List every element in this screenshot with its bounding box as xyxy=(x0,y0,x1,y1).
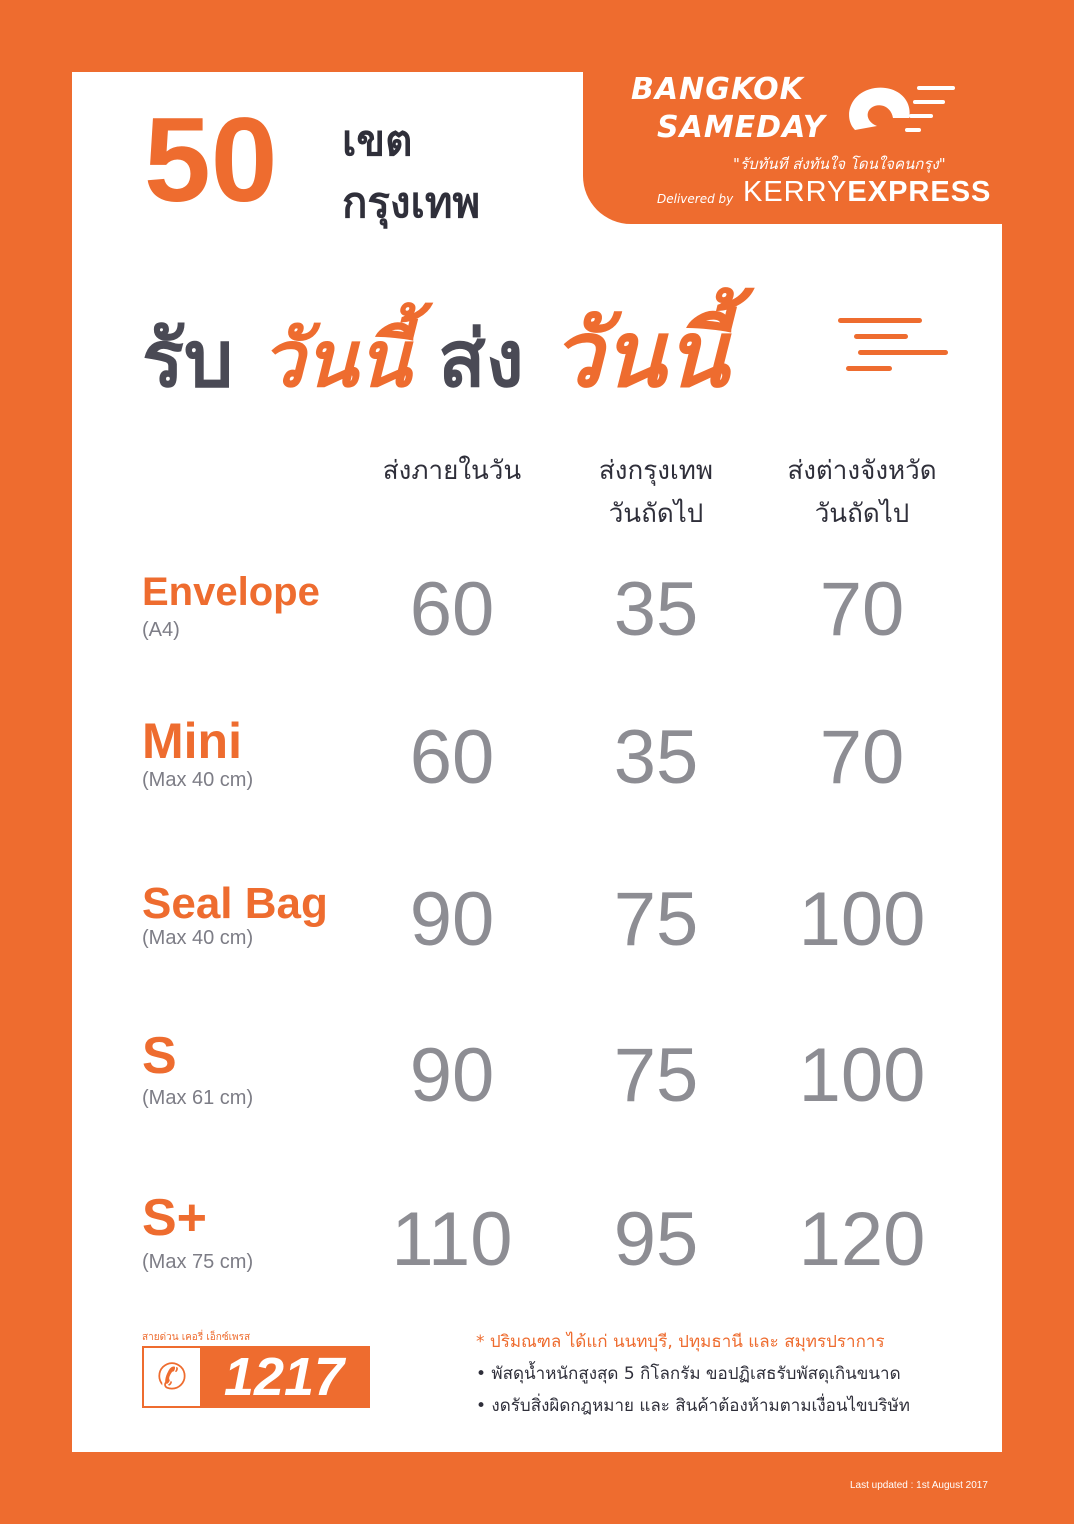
brand-line2: SAMEDAY xyxy=(657,110,826,145)
price-card xyxy=(72,72,1002,1452)
row-size: (Max 40 cm) xyxy=(142,927,254,949)
zone-word-2: กรุงเทพ xyxy=(342,178,481,227)
slogan-part2: วันนี้ xyxy=(260,315,412,405)
price-cell: 100 xyxy=(798,877,926,962)
note-item: • งดรับสิ่งผิดกฎหมาย และ สินค้าต้องห้ามตามเงื่อนไขบริษัท xyxy=(476,1396,910,1416)
row-name: S xyxy=(142,1027,177,1085)
last-updated: Last updated : 1st August 2017 xyxy=(850,1480,988,1491)
row-size: (A4) xyxy=(142,619,180,641)
row-size: (Max 40 cm) xyxy=(142,769,254,791)
zone-count: 50 xyxy=(144,93,278,227)
helmet-icon xyxy=(833,78,963,148)
price-cell: 110 xyxy=(391,1197,513,1282)
row-name: Envelope xyxy=(142,570,320,614)
slogan-part1: รับ xyxy=(142,315,234,405)
price-cell: 35 xyxy=(613,567,699,652)
brand-banner xyxy=(583,72,1002,224)
column-header-province-nextday: ส่งต่างจังหวัด วันถัดไป xyxy=(787,456,937,529)
price-cell: 70 xyxy=(819,715,905,800)
brand-tagline: "รับทันที ส่งทันใจ โดนใจคนกรุง" xyxy=(733,155,946,173)
speed-lines-icon xyxy=(832,312,952,382)
price-cell: 35 xyxy=(613,715,699,800)
notes-list xyxy=(476,1326,910,1422)
delivered-by: Delivered by xyxy=(657,192,734,206)
slogan-part4: วันนี้ xyxy=(551,301,729,408)
price-cell: 75 xyxy=(613,1033,699,1118)
price-cell: 60 xyxy=(409,567,495,652)
price-cell: 120 xyxy=(798,1197,926,1282)
row-size: (Max 61 cm) xyxy=(142,1087,254,1109)
price-cell: 60 xyxy=(409,715,495,800)
row-name: S+ xyxy=(142,1189,208,1247)
column-header-sameday: ส่งภายในวัน xyxy=(382,456,522,486)
note-item: * ปริมณฑล ได้แก่ นนทบุรี, ปทุมธานี และ สมุทรปราการ xyxy=(476,1332,885,1352)
column-header-bkk-nextday: ส่งกรุงเทพ วันถัดไป xyxy=(598,456,714,529)
table-row xyxy=(72,567,1002,682)
hotline-label: สายด่วน เคอรี่ เอ็กซ์เพรส xyxy=(142,1332,251,1343)
phone-icon: ✆ xyxy=(156,1356,188,1398)
kerry-logo: KERRYEXPRESS xyxy=(743,176,992,208)
price-cell: 70 xyxy=(819,567,905,652)
row-name: Mini xyxy=(142,713,242,769)
slogan-part3: ส่ง xyxy=(438,315,524,405)
price-cell: 100 xyxy=(798,1033,926,1118)
price-cell: 90 xyxy=(409,1033,495,1118)
price-cell: 75 xyxy=(613,877,699,962)
table-row xyxy=(72,1027,1002,1148)
brand-line1: BANGKOK xyxy=(631,72,804,107)
zone-word-1: เขต xyxy=(342,116,413,165)
table-row xyxy=(72,713,1002,830)
table-row xyxy=(72,1189,1002,1312)
price-cell: 90 xyxy=(409,877,495,962)
table-row xyxy=(72,877,1002,992)
hotline-number: 1217 xyxy=(200,1348,368,1406)
note-item: • พัสดุน้ำหนักสูงสุด 5 กิโลกรัม ขอปฏิเสธรับพัสดุเกินขนาด xyxy=(476,1364,901,1384)
hotline-button[interactable] xyxy=(142,1346,370,1408)
slogan xyxy=(142,300,728,410)
price-cell: 95 xyxy=(613,1197,699,1282)
row-name: Seal Bag xyxy=(142,879,328,928)
row-size: (Max 75 cm) xyxy=(142,1251,254,1273)
